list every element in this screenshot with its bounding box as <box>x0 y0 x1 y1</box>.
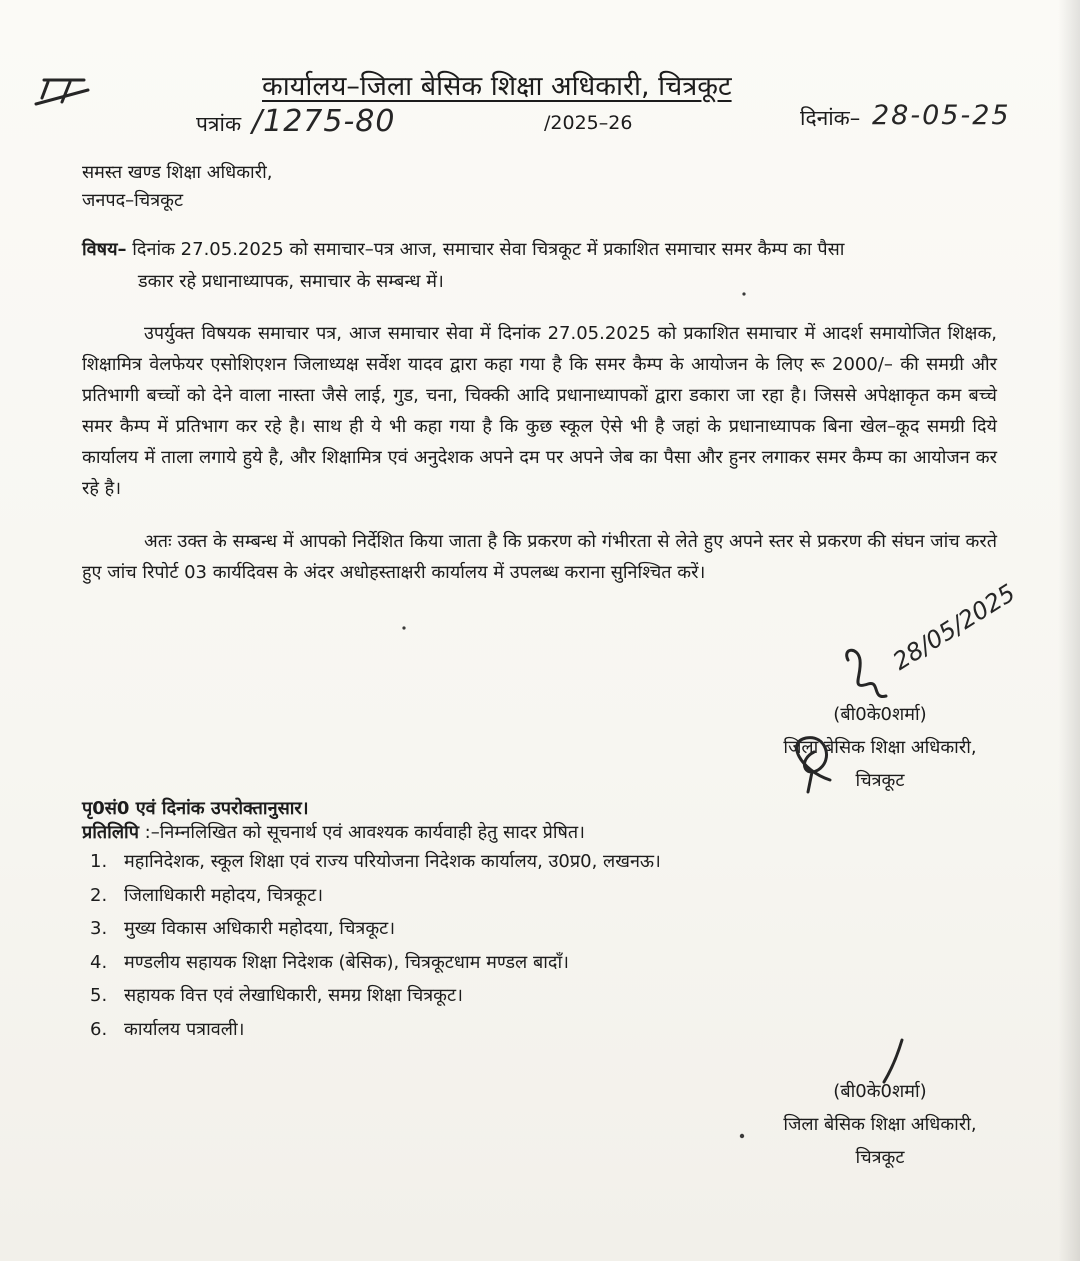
list-item: 5. सहायक वित्त एवं लेखाधिकारी, समग्र शिक्षा चित्रकूट। <box>90 985 463 1007</box>
signature-stroke-final <box>884 1040 902 1082</box>
date-handwritten: 28-05-25 <box>872 100 1011 131</box>
list-item: 6. कार्यालय पत्रावली। <box>90 1018 245 1040</box>
list-item: 4. मण्डलीय सहायक शिक्षा निदेशक (बेसिक), चित्रकूटधाम मण्डल बादाँ। <box>90 951 569 973</box>
recipient-line-2: जनपद–चित्रकूट <box>82 190 184 211</box>
signatory-place-2: चित्रकूट <box>855 1147 905 1168</box>
list-item: 1. महानिदेशक, स्कूल शिक्षा एवं राज्य परियोजना निदेशक कार्यालय, उ0प्र0, लखनऊ। <box>90 851 661 872</box>
signature-scribble-2 <box>797 738 830 792</box>
signatory-designation-2: जिला बेसिक शिक्षा अधिकारी, <box>783 1114 977 1135</box>
reference-year: /2025–26 <box>544 112 633 134</box>
list-item: 3. मुख्य विकास अधिकारी महोदया, चित्रकूट। <box>90 918 396 940</box>
paper-speck <box>740 1134 744 1138</box>
signatory-name-1: (बी0के0शर्मा) <box>833 704 927 725</box>
signatory-place-1: चित्रकूट <box>855 770 905 791</box>
signatory-name-2: (बी0के0शर्मा) <box>833 1081 927 1102</box>
paper-speck <box>742 292 745 295</box>
recipient-line-1: समस्त खण्ड शिक्षा अधिकारी, <box>82 162 273 183</box>
signature-date-handwritten: 28/05/2025 <box>888 578 1021 676</box>
signature-scribble-1 <box>847 650 886 696</box>
body-paragraph-1: उपर्युक्त विषयक समाचार पत्र, आज समाचार सेवा में दिनांक 27.05.2025 को प्रकाशित समाचार में आदर्श समायोजित शिक्षक, शिक्षामित्र वेलफेयर एसोशिएशन जिलाध्यक्ष सर्वेश यादव द्वारा कहा गया है कि समर कैम्प के आयोजन के लिए रू 2000/– की समग्री और प्रतिभागी बच्चों को देने वाला नास्ता जैसे लाई, गुड, चना, चिक्की आदि प्रधानाध्यापकों द्वारा डकारा जा रहा है। जिससे अपेक्षाकृत कम बच्चे समर कैम्प में प्रतिभाग कर रहे है। साथ ही ये भी कहा गया है कि कुछ स्कूल ऐसे भी है जहां के प्रधानाध्यापक बिना खेल–कूद समग्री दिये कार्यालय में ताला लगाये हुये है, और शिक्षामित्र एवं अनुदेशक अपने दम पर अपने जेब का पैसा और हुनर लगाकर समर कैम्प का आयोजन कर रहे है। <box>82 323 997 499</box>
copy-reference-line: पृ0सं0 एवं दिनांक उपरोक्तानुसार। <box>82 798 309 819</box>
office-heading-text: कार्यालय–जिला बेसिक शिक्षा अधिकारी, चित्रकूट <box>262 71 732 102</box>
date-label: दिनांक– <box>800 106 861 130</box>
signatory-designation-1: जिला बेसिक शिक्षा अधिकारी, <box>783 737 977 758</box>
reference-label: पत्रांक <box>196 112 242 136</box>
subject-text: दिनांक 27.05.2025 को समाचार–पत्र आज, समाचार सेवा चित्रकूट में प्रकाशित समाचार समर कैम्प का पैसा <box>132 239 845 260</box>
reference-number-handwritten: /1275-80 <box>252 104 396 139</box>
corner-tick-mark <box>42 80 84 102</box>
paper-speck <box>402 626 405 629</box>
copy-intro-label: प्रतिलिपि <box>82 822 139 843</box>
copy-intro-text: :–निम्नलिखित को सूचनार्थ एवं आवश्यक कार्यवाही हेतु सादर प्रेषित। <box>144 822 586 843</box>
body-paragraph-2: अतः उक्त के सम्बन्ध में आपको निर्देशित किया जाता है कि प्रकरण को गंभीरता से लेते हुए अपने स्तर से प्रकरण की संघन जांच करते हुए जांच रिपोर्ट 03 कार्यदिवस के अंदर अधोहस्ताक्षरी कार्यालय में उपलब्ध कराना सुनिश्चित करें। <box>82 531 997 583</box>
list-item: 2. जिलाधिकारी महोदय, चित्रकूट। <box>90 884 324 906</box>
subject-label: विषय– <box>82 239 127 260</box>
subject-continuation: डकार रहे प्रधानाध्यापक, समाचार के सम्बन्ध में। <box>138 271 444 292</box>
